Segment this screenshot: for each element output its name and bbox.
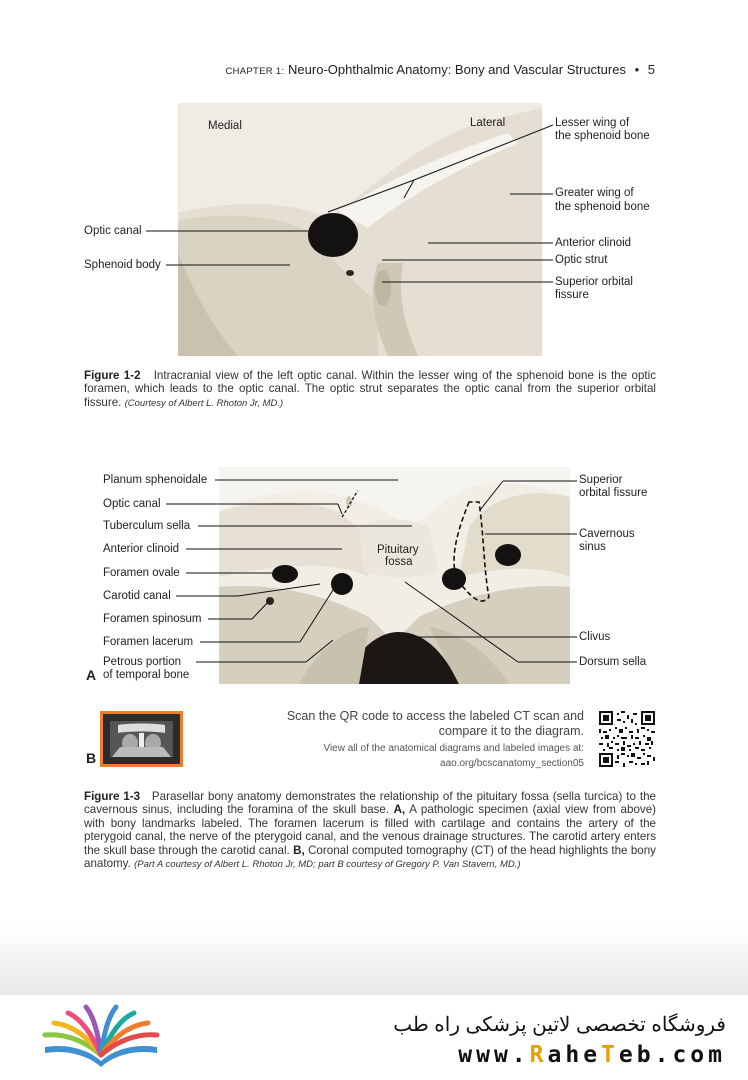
qr-code[interactable] (599, 711, 655, 767)
label-sphenoid-body: Sphenoid body (84, 259, 161, 271)
figure-1-2-caption-label: Figure 1-2 (84, 369, 141, 382)
header-bullet: • (634, 62, 640, 77)
ct-thumbnail (100, 711, 183, 767)
label-sof-b-1: Superior (579, 474, 623, 486)
figure-1-2-photo (178, 103, 542, 356)
url-prefix: www. (458, 1042, 530, 1068)
figure-1-3-caption-label: Figure 1-3 (84, 790, 141, 803)
chapter-title: Neuro-Ophthalmic Anatomy: Bony and Vascular Structures (288, 62, 626, 77)
figure-1-3-caption-text-1: Parasellar bony anatomy demonstrates the relationship of the pituitary fossa (sella turcica) to the cavernous sinus, including the foramina of the skull base. (84, 790, 657, 817)
qr-text-line-1: Scan the QR code to access the labeled CT scan and (286, 709, 584, 723)
label-optic-canal-b: Optic canal (103, 498, 161, 510)
label-sof-2: fissure (555, 289, 589, 301)
figure-1-2-caption-credit: (Courtesy of Albert L. Rhoton Jr, MD.) (124, 397, 284, 409)
figure-1-3-caption-credit: (Part A courtesy of Albert L. Rhoton Jr, MD; part B courtesy of Gregory P. Van Stavern, MD.) (134, 859, 521, 871)
figure-1-3-caption-text-2: A pathologic specimen (axial view from above) with bony landmarks labeled. The foramen lacerum is filled with cartilage and contains the artery of the pterygoid canal, the nerve of the pterygoid canal, and the venous drainage structures. The carotid artery enters the skull base through the carotid canal. (84, 803, 656, 857)
chapter-label: CHAPTER 1: (225, 66, 285, 77)
label-clivus: Clivus (579, 631, 611, 643)
label-petrous-1: Petrous portion (103, 656, 181, 668)
shop-url[interactable] (458, 1042, 726, 1068)
shop-name: فروشگاه تخصصی لاتین پزشکی راه طب (393, 1014, 726, 1036)
label-planum: Planum sphenoidale (103, 474, 208, 486)
label-tuberculum: Tuberculum sella (103, 520, 191, 532)
label-dorsum-sella: Dorsum sella (579, 656, 647, 668)
panel-letter-b: B (86, 750, 97, 766)
label-optic-strut: Optic strut (555, 254, 608, 266)
figure-1-3-caption (84, 790, 656, 871)
figure-1-3-caption-a: A, (393, 803, 406, 817)
label-petrous-2: of temporal bone (103, 669, 190, 681)
label-foramen-lacerum: Foramen lacerum (103, 636, 194, 648)
url-t: T (601, 1042, 619, 1068)
figure-1-3-caption-b: B, (293, 843, 305, 857)
label-lesser-wing-1: Lesser wing of (555, 117, 630, 129)
label-medial: Medial (208, 120, 242, 132)
label-optic-canal: Optic canal (84, 225, 142, 237)
label-pituitary-1: Pituitary (377, 544, 419, 556)
label-pituitary-2: fossa (385, 556, 413, 568)
qr-text-line-4[interactable]: aao.org/bcscanatomy_section05 (440, 758, 584, 769)
label-lateral: Lateral (470, 117, 506, 129)
label-cavernous-1: Cavernous (579, 528, 635, 540)
figure-1-3a-photo (219, 467, 570, 684)
label-anterior-clinoid: Anterior clinoid (555, 237, 632, 249)
url-mid2: eb.com (618, 1042, 726, 1068)
footer-banner (0, 995, 748, 1080)
running-header (225, 62, 655, 77)
panel-letter-a: A (86, 667, 97, 683)
label-greater-wing-2: the sphenoid bone (555, 201, 650, 213)
label-lesser-wing-2: the sphenoid bone (555, 130, 650, 142)
label-sof-1: Superior orbital (555, 276, 633, 288)
label-cavernous-2: sinus (579, 541, 606, 553)
book-logo-icon (40, 1003, 162, 1071)
qr-text-line-2: compare it to the diagram. (438, 724, 584, 738)
page-number: 5 (647, 62, 655, 77)
qr-text-line-3: View all of the anatomical diagrams and labeled images at: (323, 743, 584, 754)
url-r: R (529, 1042, 548, 1068)
label-anterior-clinoid-b: Anterior clinoid (103, 543, 180, 555)
label-foramen-ovale: Foramen ovale (103, 567, 180, 579)
figure-1-3-caption-text-3: Coronal computed tomography (CT) of the head highlights the bony anatomy. (84, 843, 656, 871)
label-foramen-spinosum: Foramen spinosum (103, 613, 202, 625)
url-mid1: ahe (547, 1042, 602, 1068)
label-sof-b-2: orbital fissure (579, 487, 648, 499)
footer-shade (0, 925, 748, 1000)
label-carotid-canal: Carotid canal (103, 590, 171, 602)
figure-1-2-caption (84, 369, 656, 410)
figure-1-2-caption-text: Intracranial view of the left optic canal. Within the lesser wing of the sphenoid bone is the optic foramen, which leads to the optic canal. The optic strut separates the optic canal from the superior orbital fissure. (84, 369, 656, 409)
label-greater-wing-1: Greater wing of (555, 187, 634, 199)
